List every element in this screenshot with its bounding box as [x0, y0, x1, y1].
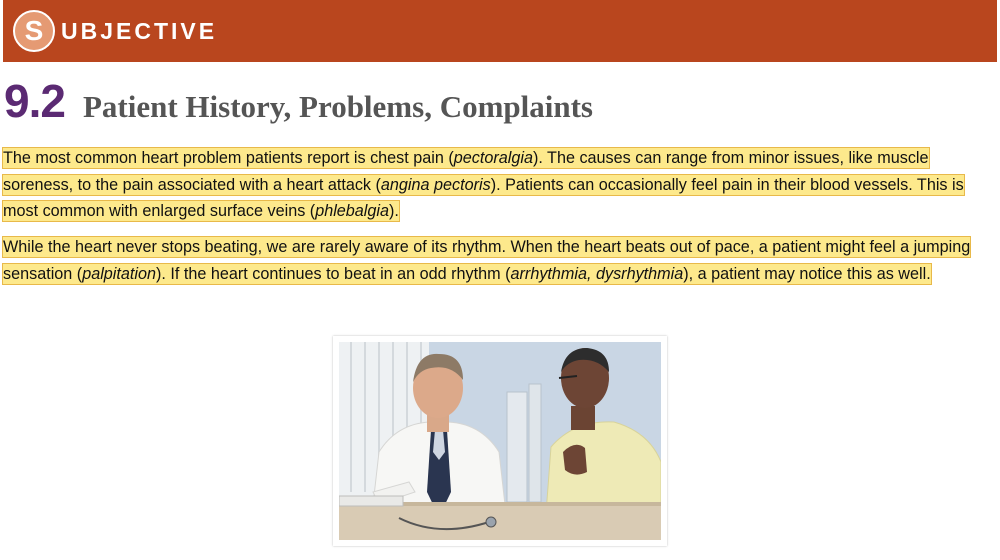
term-pectoralgia: pectoralgia [453, 149, 533, 167]
highlight [3, 237, 970, 284]
term-palpitation: palpitation [82, 264, 156, 283]
text-segment: ). Patients can occasionally feel pain in their blood vessels. This is most common with enlarged surface veins ( [3, 175, 964, 220]
section-heading [4, 74, 593, 128]
text-segment: ), a patient may notice this as well. [683, 264, 931, 283]
highlight [3, 148, 964, 221]
term-angina-pectoris: angina pectoris [380, 175, 491, 194]
banner-label: UBJECTIVE [61, 17, 218, 44]
paragraph-chest-pain [3, 145, 997, 225]
section-banner [3, 0, 997, 62]
badge-letter: S [24, 14, 44, 46]
subjective-badge-icon [13, 10, 55, 52]
term-arrhythmia: arrhythmia, dysrhythmia [510, 264, 684, 283]
text-segment: ). If the heart continues to beat in an odd rhythm ( [156, 264, 511, 283]
text-segment: ). The causes can range from minor issues, like muscle soreness, to the pain associated with a heart attack ( [3, 149, 929, 194]
consultation-illustration-icon [339, 342, 661, 540]
text-segment: ). [389, 202, 399, 220]
text-segment: While the heart never stops beating, we are rarely aware of its rhythm. When the heart beats out of pace, a patient might feel a jumping sensation ( [3, 238, 971, 283]
text-segment: The most common heart problem patients report is chest pain ( [3, 149, 454, 167]
section-number: 9.2 [4, 75, 65, 127]
section-title: Patient History, Problems, Complaints [82, 89, 593, 124]
paragraph-rhythm [3, 234, 997, 287]
doctor-patient-photo [333, 336, 667, 546]
term-phlebalgia: phlebalgia [315, 202, 389, 220]
